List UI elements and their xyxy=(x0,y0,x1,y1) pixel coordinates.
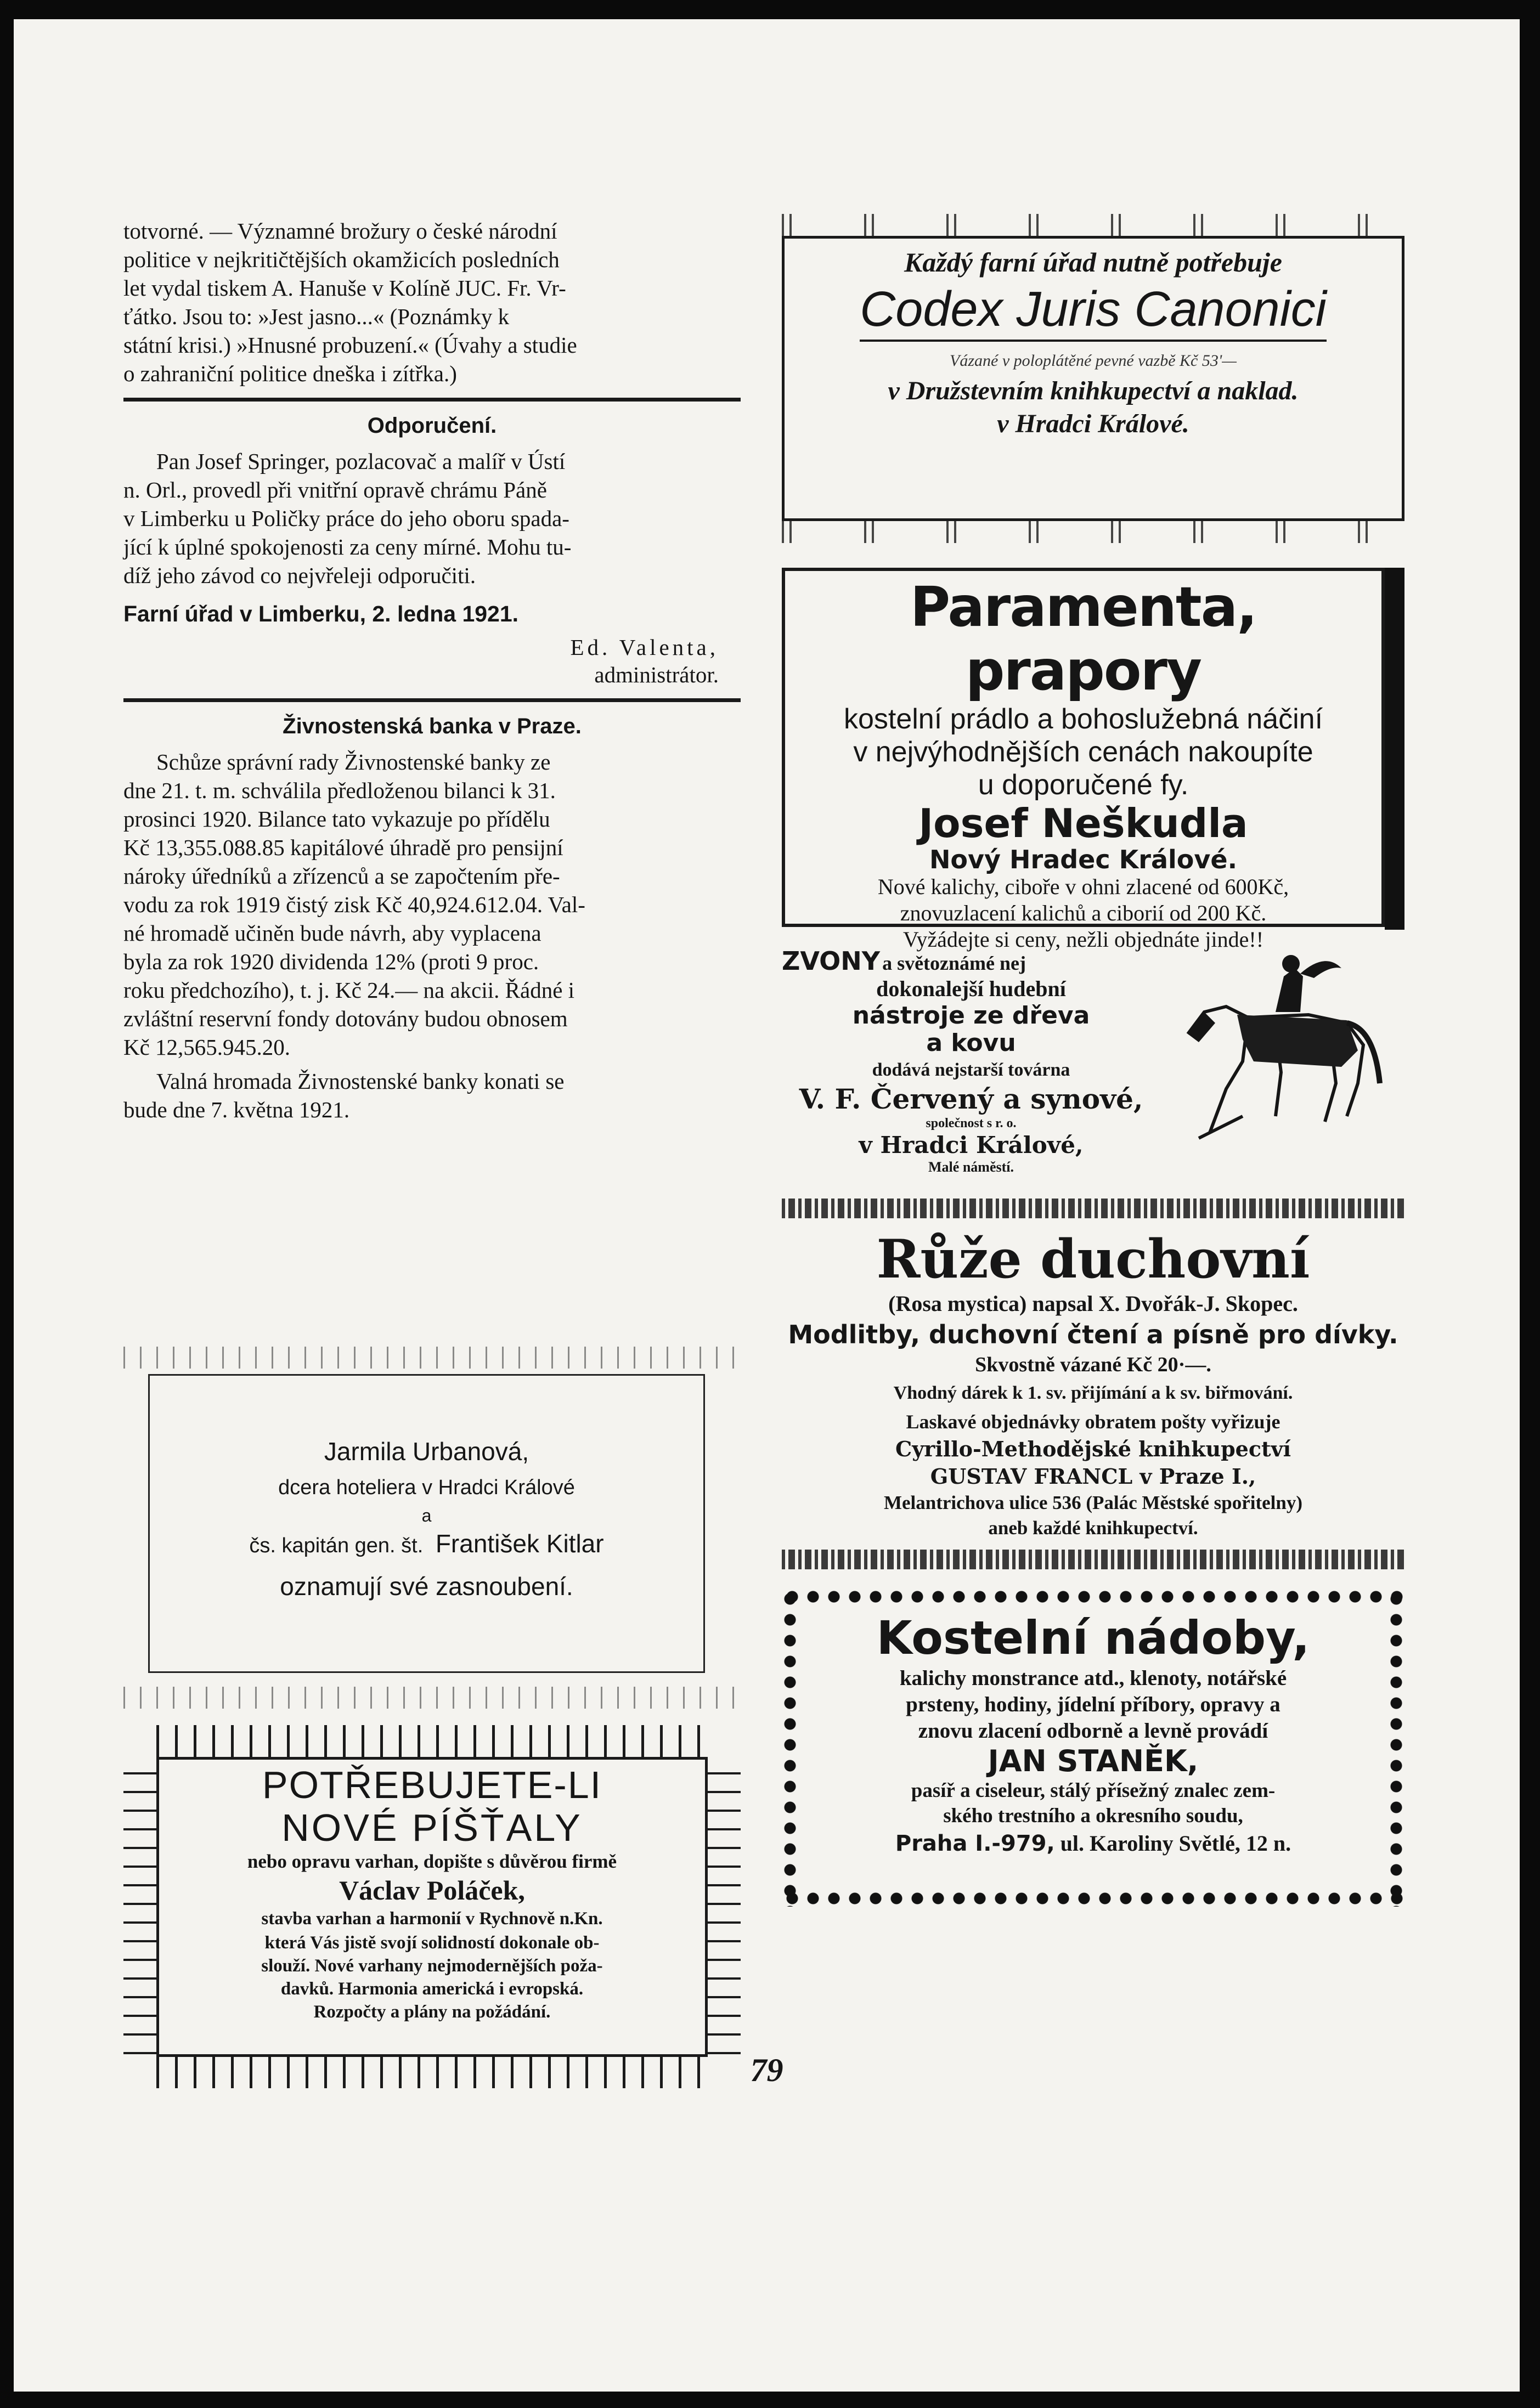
zvony-line: dodává nejstarší továrna xyxy=(872,1060,1070,1080)
rider-head xyxy=(1282,955,1300,973)
conjunction: a xyxy=(421,1506,432,1525)
codex-advert xyxy=(782,214,1404,543)
horse-torso xyxy=(1237,1015,1358,1067)
paramenta-firm: Josef Neškudla xyxy=(918,800,1248,846)
codex-top: Každý farní úřad nutně potřebuje xyxy=(904,247,1282,278)
nadoby-line: pasíř a ciseleur, stálý přísežný znalec zem- xyxy=(911,1779,1276,1802)
signer: Ed. Valenta, xyxy=(570,635,719,660)
dot-border xyxy=(1388,1589,1404,1907)
text-line: o zahraniční politice dneška i zítřka.) xyxy=(123,361,457,386)
odporuceni-heading: Odporučení. xyxy=(367,414,497,438)
text-line: ťátko. Jsou to: »Jest jasno...« (Poznámky k xyxy=(123,304,510,329)
ruze-line: Laskavé objednávky obratem pošty vyřizuje xyxy=(906,1411,1280,1433)
pistaly-line: davků. Harmonia americká i evropská. xyxy=(280,1979,584,1999)
greek-key-divider xyxy=(782,1199,1404,1218)
text-line: státní krisi.) »Hnusné probuzení.« (Úvahy a studie xyxy=(123,332,577,358)
pistaly-line: Rozpočty a plány na požádání. xyxy=(313,2002,551,2022)
paramenta-detail: znovuzlacení kalichů a ciborií od 200 Kč. xyxy=(900,901,1267,925)
dot-border xyxy=(782,1589,798,1907)
rider xyxy=(1276,968,1303,1012)
text-line: byla za rok 1920 dividenda 12% (proti 9 proc. xyxy=(123,949,539,974)
bride-name: Jarmila Urbanová, xyxy=(324,1437,529,1466)
pistaly-advert xyxy=(123,1709,741,2104)
intro-paragraph xyxy=(123,217,741,388)
ruze-advert xyxy=(782,1229,1404,1541)
ruze-price: Skvostně vázané Kč 20·—. xyxy=(975,1353,1211,1376)
ruze-line: Vhodný dárek k 1. sv. přijímání a k sv. biřmování. xyxy=(893,1383,1293,1403)
rider-horn xyxy=(1300,961,1341,978)
paramenta-line: v nejvýhodnějších cenách nakoupíte xyxy=(853,736,1313,768)
codex-title: Codex Juris Canonici xyxy=(860,279,1326,342)
text-line: prosinci 1920. Bilance tato vykazuje po přídělu xyxy=(123,806,550,832)
ground-line xyxy=(1199,1116,1243,1138)
text-line: Valná hromada Živnostenské banky konati se xyxy=(156,1069,565,1094)
horseman-illustration xyxy=(1166,952,1396,1182)
zvony-line: a kovu xyxy=(926,1029,1016,1057)
text-line: díž jeho závod co nejvřeleji odporučiti. xyxy=(123,563,476,588)
pipes-ornament-top xyxy=(156,1725,708,1758)
zvony-word: ZVONY xyxy=(782,946,881,976)
pistaly-title-1: POTŘEBUJETE-LI xyxy=(262,1763,602,1806)
text-line: né hromadě učiněn bude návrh, aby vyplacena xyxy=(123,920,541,946)
nadoby-line: ského trestního a okresního soudu, xyxy=(943,1805,1243,1827)
ruze-line: GUSTAV FRANCL v Praze I., xyxy=(930,1464,1256,1489)
codex-line: v Družstevním knihkupectví a naklad. xyxy=(888,376,1299,405)
engagement-frame xyxy=(148,1374,705,1673)
zvony-line: společnost s r. o. xyxy=(926,1116,1017,1130)
page xyxy=(14,19,1520,2392)
bride-desc: dcera hoteliera v Hradci Králové xyxy=(278,1476,575,1499)
engagement-statement: oznamují své zasnoubení. xyxy=(280,1572,573,1601)
zvony-advert xyxy=(782,946,1404,1188)
pipes-ornament-right xyxy=(708,1757,741,2054)
ruze-line: (Rosa mystica) napsal X. Dvořák-J. Skopec. xyxy=(888,1291,1298,1316)
text-line: nároky úředníků a zřízenců a se započtením pře- xyxy=(123,863,560,889)
dot-border xyxy=(782,1890,1404,1907)
text-line: bude dne 7. května 1921. xyxy=(123,1097,350,1122)
left-column xyxy=(123,217,741,2022)
ruze-line: aneb každé knihkupectví. xyxy=(988,1517,1198,1539)
ornament-border xyxy=(123,1687,741,1709)
pistaly-line: která Vás jistě svojí solidností dokonale ob- xyxy=(264,1933,600,1953)
pistaly-content xyxy=(165,1763,700,2023)
office-line: Farní úřad v Limberku, 2. ledna 1921. xyxy=(123,601,519,626)
paramenta-detail: Vyžádejte si ceny, nežli objednáte jinde!! xyxy=(902,927,1264,952)
pistaly-title-2: NOVÉ PÍŠŤALY xyxy=(281,1806,583,1849)
greek-key-divider xyxy=(782,1550,1404,1569)
pistaly-line: nebo opravu varhan, dopište s důvěrou firmě xyxy=(247,1851,617,1872)
dot-border xyxy=(782,1589,1404,1605)
paramenta-line: u doporučené fy. xyxy=(978,769,1189,801)
text-line: let vydal tiskem A. Hanuše v Kolíně JUC. Fr. Vr- xyxy=(123,275,566,301)
text-line: dne 21. t. m. schválila předloženou bilanci k 31. xyxy=(123,778,556,803)
pistaly-line: slouží. Nové varhany nejmodernějších poža- xyxy=(261,1956,603,1976)
text-line: Kč 13,355.088.85 kapitálové úhradě pro pensijní xyxy=(123,835,563,860)
text-line: Schůze správní rady Živnostenské banky ze xyxy=(156,749,551,775)
paramenta-detail: Nové kalichy, ciboře v ohni zlacené od 600Kč, xyxy=(877,874,1289,899)
page-number: 79 xyxy=(750,2052,783,2088)
codex-frame xyxy=(782,236,1404,521)
zvony-text xyxy=(782,946,1160,1175)
divider xyxy=(123,398,741,402)
zvony-line: a světoznámé nej xyxy=(882,952,1026,974)
paramenta-content xyxy=(785,571,1381,953)
ruze-line: Cyrillo-Methodějské knihkupectví xyxy=(895,1437,1291,1461)
zvony-firm: V. F. Červený a synové, xyxy=(799,1083,1143,1115)
divider xyxy=(123,698,741,702)
engagement-text xyxy=(150,1433,703,1604)
text-line: Pan Josef Springer, pozlacovač a malíř v Ústí xyxy=(156,449,566,474)
nadoby-title: Kostelní nádoby, xyxy=(876,1611,1310,1665)
paramenta-advert xyxy=(782,568,1404,952)
codex-content xyxy=(785,239,1402,440)
ruze-title: Růže duchovní xyxy=(876,1228,1310,1290)
ornament-border xyxy=(782,521,1404,543)
paramenta-frame xyxy=(782,568,1385,952)
nadoby-line: znovu zlacení odborně a levně provádí xyxy=(918,1719,1268,1743)
text-line: zvláštní reservní fondy dotovány budou obnosem xyxy=(123,1006,568,1031)
text-line: totvorné. — Významné brožury o české národní xyxy=(123,218,557,244)
zvony-line: Malé náměstí. xyxy=(928,1159,1014,1175)
text-line: jící k úplné spokojenosti za ceny mírné. Mohu tu- xyxy=(123,534,572,559)
nadoby-address: Praha I.-979, xyxy=(895,1831,1055,1856)
pistaly-firm: Václav Poláček, xyxy=(339,1875,525,1906)
odporuceni-section xyxy=(123,414,741,688)
ruze-line: Melantrichova ulice 536 (Palác Městské spořitelny) xyxy=(883,1492,1303,1513)
text-line: vodu za rok 1919 čistý zisk Kč 40,924.612.04. Val- xyxy=(123,892,585,917)
text-line: Kč 12,565.945.20. xyxy=(123,1035,291,1060)
text-line: roku předchozího), t. j. Kč 24.— na akcii. Řádné i xyxy=(123,977,575,1003)
text-line: v Limberku u Poličky práce do jeho oboru spada- xyxy=(123,506,569,531)
pipes-ornament-left xyxy=(123,1757,156,2054)
paramenta-place: Nový Hradec Králové. xyxy=(929,845,1238,874)
banka-heading: Živnostenská banka v Praze. xyxy=(283,714,582,738)
zvony-line: dokonalejší hudební xyxy=(876,976,1066,1001)
engagement-announcement xyxy=(123,1347,741,1709)
groom-name: František Kitlar xyxy=(435,1529,604,1558)
zvony-line: v Hradci Králové, xyxy=(859,1132,1084,1158)
nadoby-street: ul. Karoliny Světlé, 12 n. xyxy=(1060,1831,1291,1856)
ornament-border xyxy=(123,1347,741,1369)
nadoby-line: prsteny, hodiny, jídelní příbory, opravy a xyxy=(906,1693,1280,1716)
nadoby-line: kalichy monstrance atd., klenoty, notářské xyxy=(899,1666,1287,1690)
banka-section xyxy=(123,714,741,1124)
signer-role: administrátor. xyxy=(594,662,719,687)
groom-rank: čs. kapitán gen. št. xyxy=(249,1534,424,1557)
nadoby-advert xyxy=(782,1589,1404,1907)
ruze-line: Modlitby, duchovní čtení a písně pro dívky. xyxy=(788,1320,1398,1349)
text-line: politice v nejkritičtějších okamžicích posledních xyxy=(123,247,560,272)
paramenta-title: Paramenta, prapory xyxy=(910,575,1257,703)
text-line: n. Orl., provedl při vnitřní opravě chrámu Páně xyxy=(123,477,547,502)
right-column xyxy=(782,214,1404,1907)
codex-price: Vázané v poloplátěné pevné vazbě Kč 53'— xyxy=(950,352,1237,370)
zvony-line: nástroje ze dřeva xyxy=(852,1002,1090,1030)
codex-line: v Hradci Králové. xyxy=(997,409,1189,438)
nadoby-content xyxy=(804,1610,1383,1858)
ornament-border xyxy=(782,214,1404,236)
pistaly-line: stavba varhan a harmonií v Rychnově n.Kn. xyxy=(261,1909,603,1929)
paramenta-black-bar xyxy=(1385,568,1404,930)
nadoby-firm: JAN STANĚK, xyxy=(988,1744,1199,1778)
paramenta-line: kostelní prádlo a bohoslužebná náčiní xyxy=(843,703,1323,735)
